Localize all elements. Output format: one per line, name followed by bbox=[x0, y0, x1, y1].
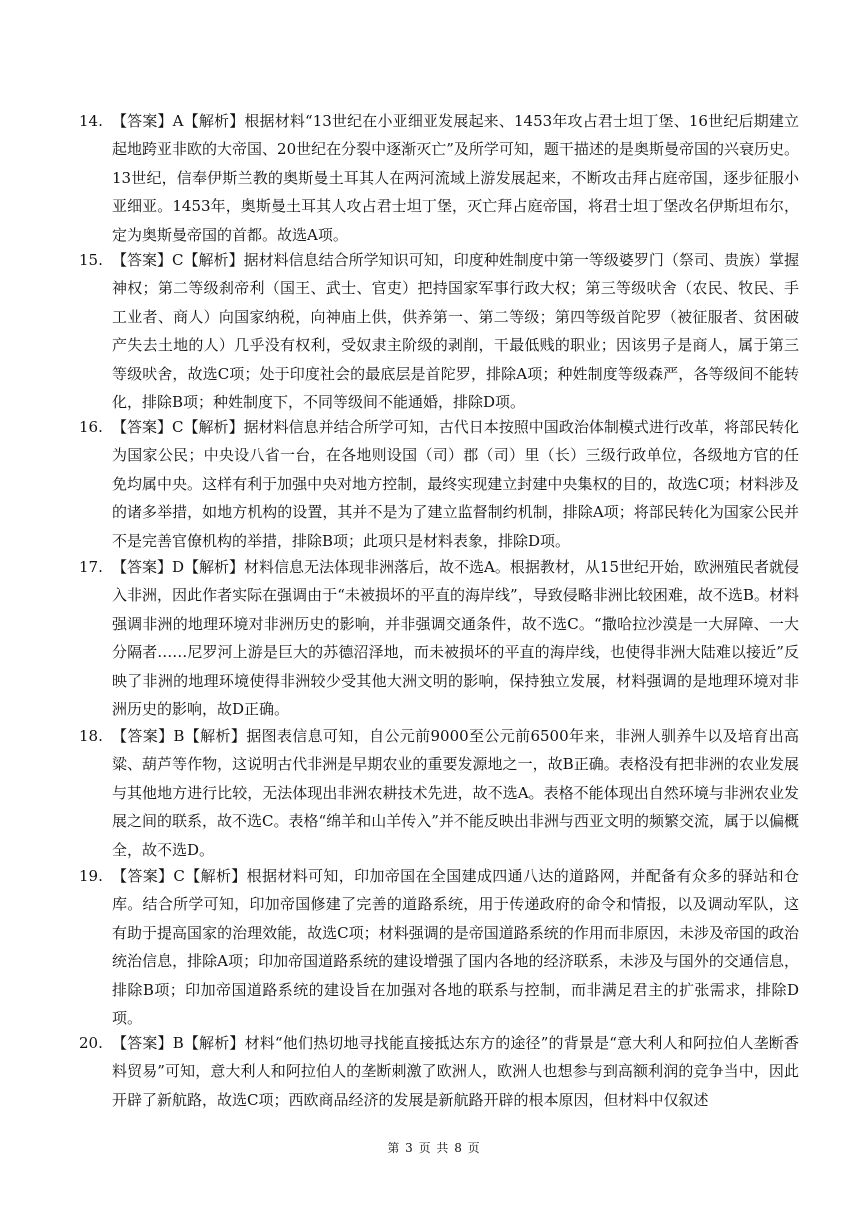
answer-item-20 bbox=[79, 1029, 799, 1114]
item-text: 【答案】B【解析】据图表信息可知，自公元前9000至公元前6500年来，非洲人驯养牛以及培育出高粱、葫芦等作物，这说明古代非洲是早期农业的重要发源地之一，故B正确。表格没有把非洲的农业发展与其他地方进行比较，无法体现出非洲农耕技术先进，故不选A。表格不能体现出自然环境与非洲农业发展之间的联系，故不选C。表格“绵羊和山羊传入”并不能反映出非洲与西亚文明的频繁交流，属于以偏概全，故不选D。 bbox=[112, 727, 799, 859]
item-text: 【答案】C【解析】根据材料可知，印加帝国在全国建成四通八达的道路网，并配备有众多的驿站和仓库。结合所学可知，印加帝国修建了完善的道路系统，用于传递政府的命令和情报，以及调动军队，这有助于提高国家的治理效能，故选C项；材料强调的是帝国道路系统的作用而非原因，未涉及帝国的政治统治信息，排除A项；印加帝国道路系统的建设增强了国内各地的经济联系，未涉及与国外的交通信息，排除B项；印加帝国道路系统的建设旨在加强对各地的联系与控制，而非满足君主的扩张需求，排除D项。 bbox=[112, 867, 799, 1028]
answer-item-14 bbox=[79, 107, 799, 249]
item-number: 18. bbox=[79, 727, 103, 745]
answer-item-19 bbox=[79, 862, 799, 1032]
item-number: 20. bbox=[79, 1034, 103, 1052]
item-number: 14. bbox=[79, 112, 103, 130]
answer-item-18 bbox=[79, 722, 799, 864]
item-number: 16. bbox=[79, 418, 103, 436]
item-text: 【答案】B【解析】材料“他们热切地寻找能直接抵达东方的途径”的背景是“意大利人和阿拉伯人垄断香料贸易”可知，意大利人和阿拉伯人的垄断刺激了欧洲人，欧洲人也想参与到高额利润的竞争当中，因此开辟了新航路，故选C项；西欧商品经济的发展是新航路开辟的根本原因，但材料中仅叙述 bbox=[112, 1034, 799, 1109]
answer-item-16 bbox=[79, 413, 799, 555]
item-text: 【答案】C【解析】据材料信息并结合所学可知，古代日本按照中国政治体制模式进行改革，将部民转化为国家公民；中央设八省一台，在各地则设国（司）郡（司）里（长）三级行政单位，各级地方官的任免均属中央。这样有利于加强中央对地方控制，最终实现建立封建中央集权的目的，故选C项；材料涉及的诸多举措，如地方机构的设置，其并不是为了建立监督制约机制，排除A项；将部民转化为国家公民并不是完善官僚机构的举措，排除B项；此项只是材料表象，排除D项。 bbox=[112, 418, 799, 550]
answer-item-17 bbox=[79, 553, 799, 723]
item-text: 【答案】C【解析】据材料信息结合所学知识可知，印度种姓制度中第一等级婆罗门（祭司、贵族）掌握神权；第二等级刹帝利（国王、武士、官吏）把持国家军事行政大权；第三等级吠舍（农民、牧民、手工业者、商人）向国家纳税，向神庙上供，供养第一、第二等级；第四等级首陀罗（被征服者、贫困破产失去土地的人）几乎没有权利，受奴隶主阶级的剥削，干最低贱的职业；因该男子是商人，属于第三等级吠舍，故选C项；处于印度社会的最底层是首陀罗，排除A项；种姓制度等级森严，各等级间不能转化，排除B项；种姓制度下，不同等级间不能通婚，排除D项。 bbox=[112, 251, 799, 412]
item-number: 19. bbox=[79, 867, 103, 885]
item-text: 【答案】D【解析】材料信息无法体现非洲落后，故不选A。根据教材，从15世纪开始，欧洲殖民者就侵入非洲，因此作者实际在强调由于“未被损坏的平直的海岸线”，导致侵略非洲比较困难，故不选B。材料强调非洲的地理环境对非洲历史的影响，并非强调交通条件，故不选C。“撒哈拉沙漠是一大屏障、一大分隔者……尼罗河上游是巨大的苏德沼泽地，而未被损坏的平直的海岸线，也使得非洲大陆难以接近”反映了非洲的地理环境使得非洲较少受其他大洲文明的影响，保持独立发展，材料强调的是地理环境对非洲历史的影响，故D正确。 bbox=[112, 558, 799, 719]
item-text: 【答案】A【解析】根据材料“13世纪在小亚细亚发展起来、1453年攻占君士坦丁堡、16世纪后期建立起地跨亚非欧的大帝国、20世纪在分裂中逐渐灭亡”及所学可知，题干描述的是奥斯曼帝国的兴衰历史。13世纪，信奉伊斯兰教的奥斯曼土耳其人在两河流域上游发展起来，不断攻击拜占庭帝国，逐步征服小亚细亚。1453年，奥斯曼土耳其人攻占君士坦丁堡，灭亡拜占庭帝国，将君士坦丁堡改名伊斯坦布尔，定为奥斯曼帝国的首都。故选A项。 bbox=[112, 112, 799, 244]
item-number: 15. bbox=[79, 251, 103, 269]
item-number: 17. bbox=[79, 558, 103, 576]
page-footer: 第 3 页 共 8 页 bbox=[387, 1141, 481, 1155]
answer-item-15 bbox=[79, 246, 799, 416]
